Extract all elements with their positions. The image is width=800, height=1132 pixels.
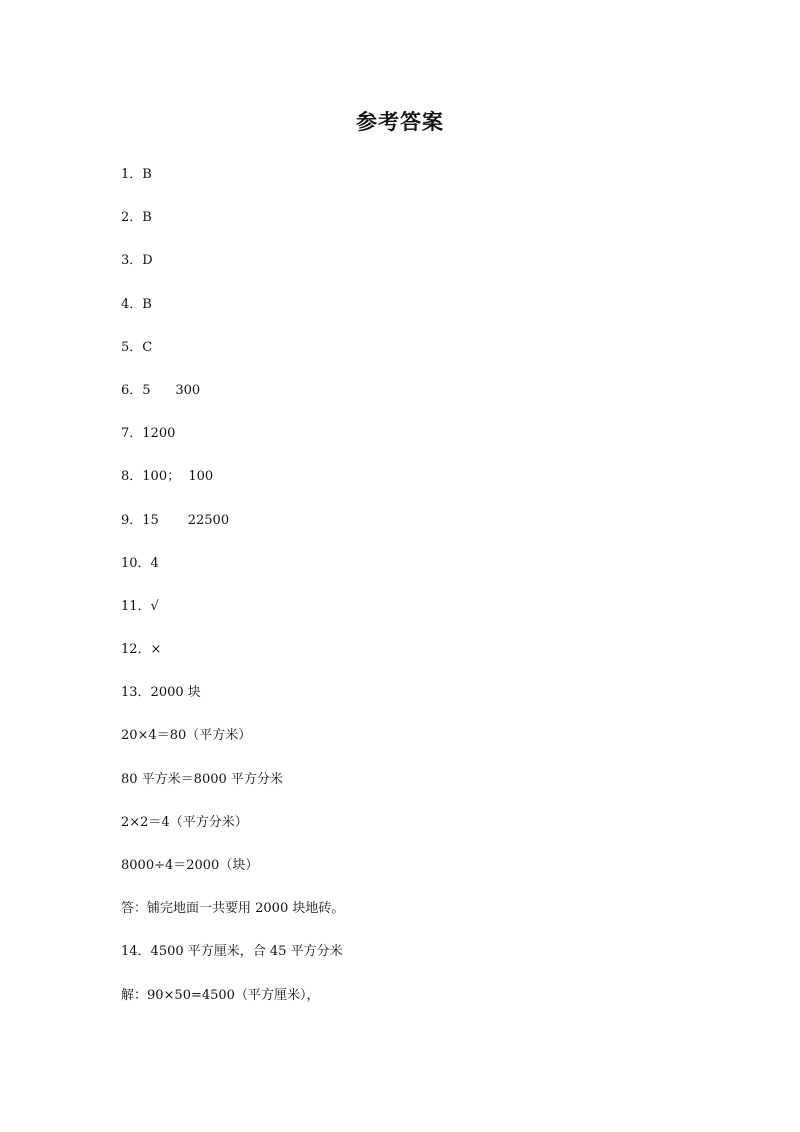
solution-line: 20×4＝80（平方米） [121,728,252,744]
solution-line: 解：90×50=4500（平方厘米）， [121,987,320,1003]
answer-list [121,163,741,1027]
answer-line: 4．B [121,296,152,312]
answer-line: 7．1200 [121,426,176,442]
answer-line: 9．15 22500 [121,512,230,528]
solution-line: 2×2＝4（平方分米） [121,814,248,830]
answer-line: 2．B [121,210,152,226]
answer-line: 11．√ [121,598,159,614]
answer-line: 5．C [121,339,153,355]
answer-line: 12．× [121,642,162,658]
answer-line: 3．D [121,253,153,269]
answer-line: 1．B [121,167,152,182]
solution-line: 80 平方米＝8000 平方分米 [121,771,283,787]
solution-line: 8000÷4＝2000（块） [121,858,259,873]
answer-line: 10．4 [121,555,159,571]
answer-statement: 答：铺完地面一共要用 2000 块地砖。 [121,901,345,917]
page-title: 参考答案 [356,110,444,134]
answer-line: 13．2000 块 [121,685,201,701]
answer-line: 8．100； 100 [121,469,214,485]
answer-line: 14．4500 平方厘米，合 45 平方分米 [121,944,343,960]
answer-line: 6．5 300 [121,382,201,398]
